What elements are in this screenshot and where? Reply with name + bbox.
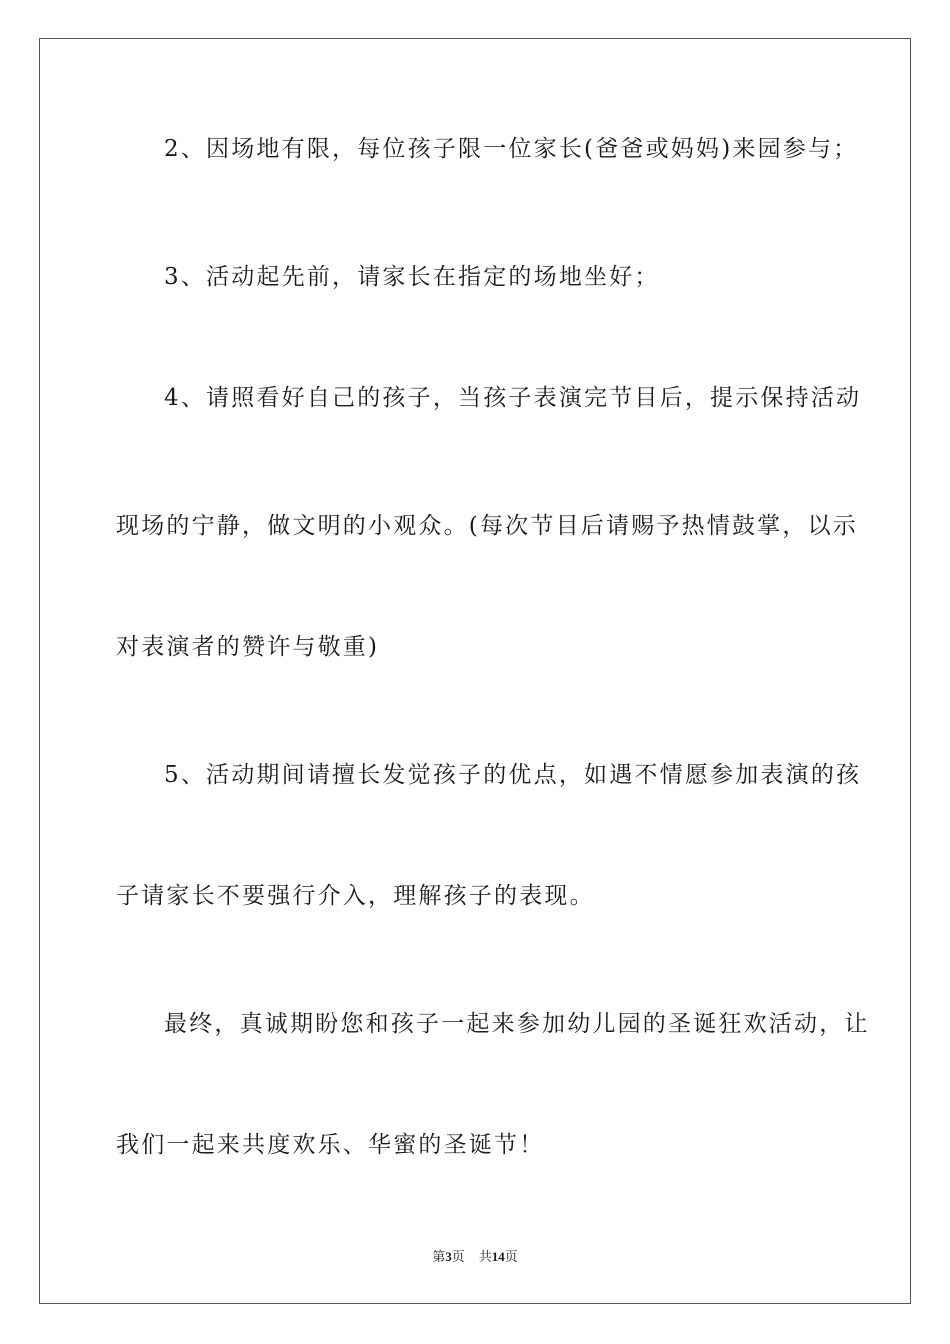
paragraph-item-5-line-1: 5、活动期间请擅长发觉孩子的优点，如遇不情愿参加表演的孩 <box>164 762 862 788</box>
page-label-suffix: 页 <box>451 1249 465 1264</box>
closing-paragraph-line-1: 最终，真诚期盼您和孩子一起来参加幼儿园的圣诞狂欢活动，让 <box>164 1011 870 1037</box>
paragraph-item-3: 3、活动起先前，请家长在指定的场地坐好； <box>164 264 660 290</box>
paragraph-item-4-line-1: 4、请照看好自己的孩子，当孩子表演完节目后，提示保持活动 <box>164 385 862 411</box>
paragraph-item-4-line-2: 现场的宁静，做文明的小观众。(每次节目后请赐予热情鼓掌，以示 <box>116 513 858 539</box>
closing-paragraph-line-2: 我们一起来共度欢乐、华蜜的圣诞节！ <box>116 1132 545 1158</box>
page-footer <box>0 1246 950 1265</box>
page-label-prefix: 第 <box>432 1249 446 1264</box>
current-page-number: 3 <box>445 1249 452 1264</box>
paragraph-item-4-line-3: 对表演者的赞许与敬重) <box>116 634 380 660</box>
paragraph-item-2: 2、因场地有限，每位孩子限一位家长(爸爸或妈妈)来园参与； <box>164 136 859 162</box>
total-label-prefix: 共 <box>478 1249 492 1264</box>
total-pages-number: 14 <box>491 1249 505 1264</box>
total-label-suffix: 页 <box>504 1249 518 1264</box>
page-border <box>39 38 911 1304</box>
paragraph-item-5-line-2: 子请家长不要强行介入，理解孩子的表现。 <box>116 883 595 909</box>
